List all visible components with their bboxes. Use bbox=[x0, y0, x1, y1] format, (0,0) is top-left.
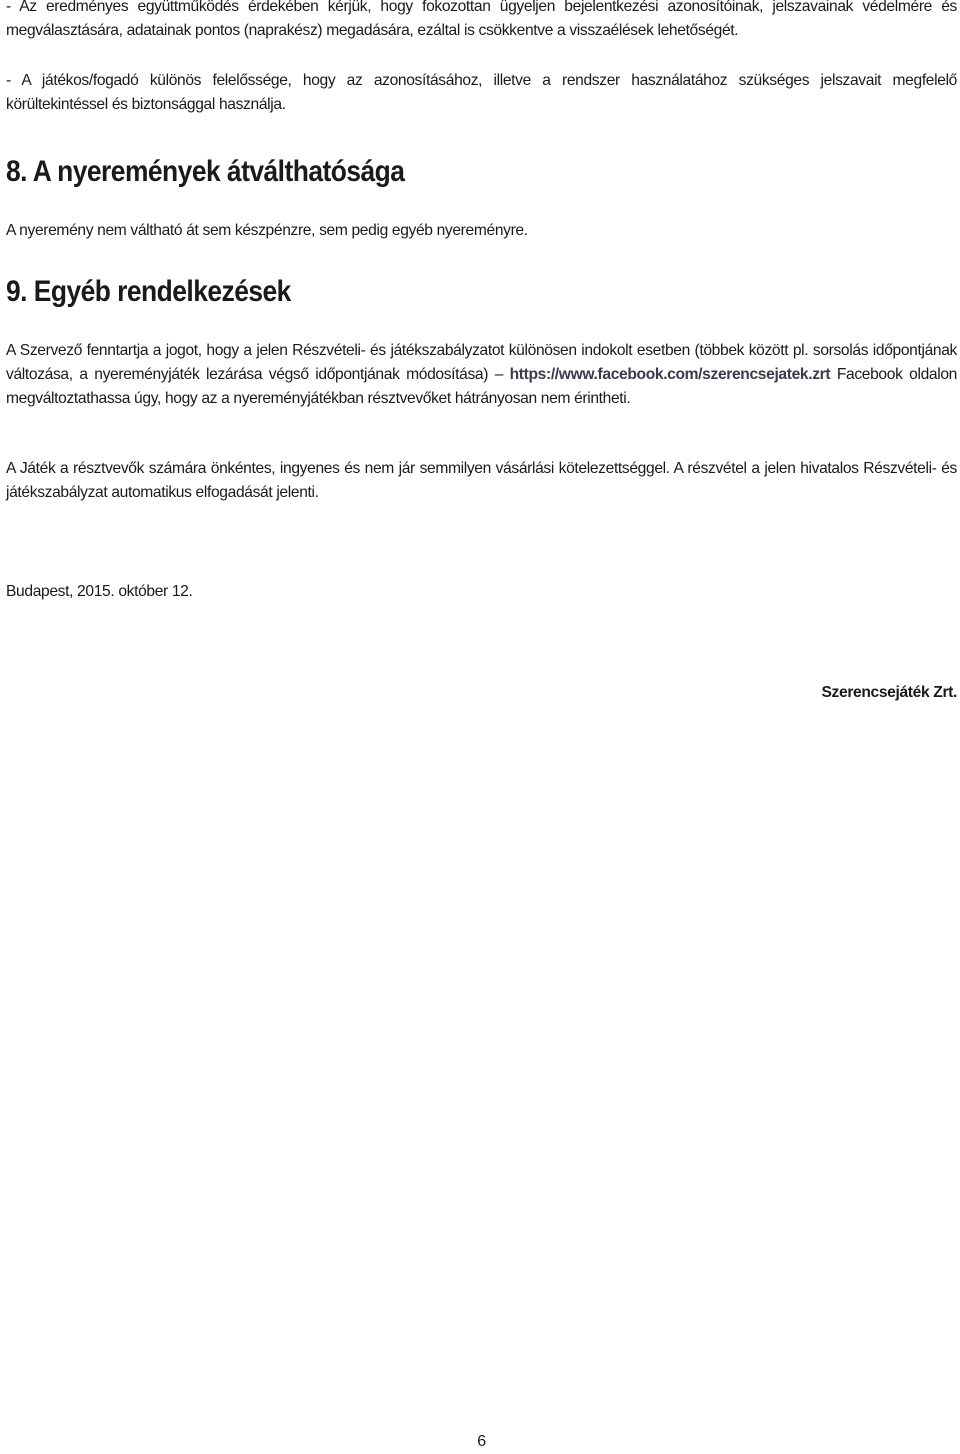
document-date: Budapest, 2015. október 12. bbox=[6, 583, 193, 600]
paragraph-prize-convertibility: A nyeremény nem váltható át sem készpénzre, sem pedig egyéb nyereményre. bbox=[6, 222, 528, 239]
paragraph-organizer-rights-text-1: A Szervező fenntartja a jogot, hogy a jelen Részvételi- és játékszabályzatot különösen indokolt esetben (többek között pl. sorsolás időpontjának változása, a nyereményjáték lezárása végső időpontjának módosítása) – bbox=[6, 342, 957, 383]
paragraph-player-responsibility: - A játékos/fogadó különös felelőssége, hogy az azonosításához, illetve a rendszer használatához szükséges jelszavait megfelelő körültekintéssel és biztonsággal használja. bbox=[6, 72, 957, 113]
paragraph-organizer-rights bbox=[6, 339, 957, 411]
paragraph-organizer-rights-text-2: Facebook oldalon megváltoztathassa úgy, hogy az a nyereményjátékban résztvevőket hátrányosan nem érintheti. bbox=[6, 366, 957, 407]
paragraph-password-security: - Az eredményes együttműködés érdekében kérjük, hogy fokozottan ügyeljen bejelentkezési azonosítóinak, jelszavainak védelmére és megválasztására, adatainak pontos (naprakész) megadására, ezáltal is csökkentve a visszaélések lehetőségét. bbox=[6, 0, 957, 39]
section-heading-8: 8. A nyeremények átválthatósága bbox=[6, 155, 405, 188]
page-number: 6 bbox=[477, 1433, 486, 1450]
signature-company: Szerencsejáték Zrt. bbox=[821, 684, 957, 701]
section-heading-9: 9. Egyéb rendelkezések bbox=[6, 275, 291, 308]
facebook-link[interactable]: https://www.facebook.com/szerencsejatek.zrt bbox=[509, 366, 831, 383]
paragraph-voluntary-participation: A Játék a résztvevők számára önkéntes, ingyenes és nem jár semmilyen vásárlási kötelezettséggel. A részvétel a jelen hivatalos Részvételi- és játékszabályzat automatikus elfogadását jelenti. bbox=[6, 460, 957, 501]
